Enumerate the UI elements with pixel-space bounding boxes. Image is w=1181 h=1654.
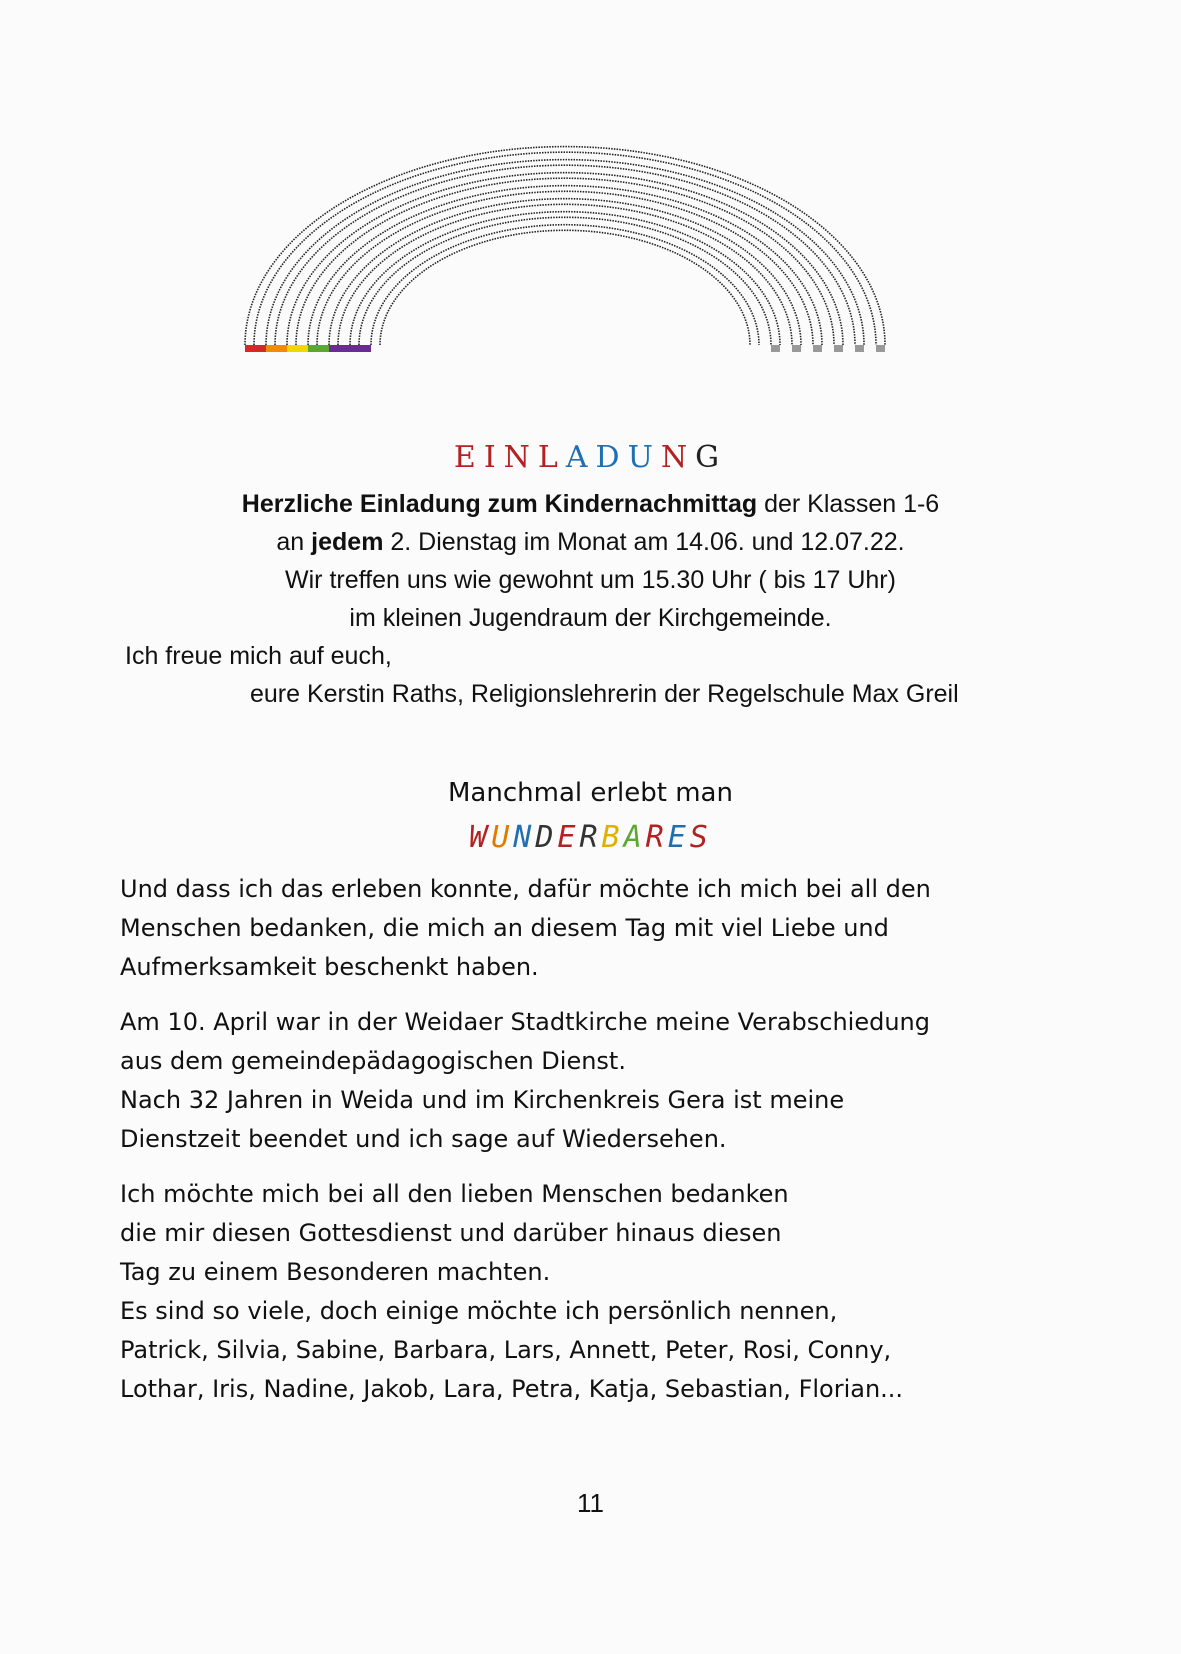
- invitation-classes: der Klassen 1-6: [757, 490, 940, 518]
- article-subheading: Manchmal erlebt man: [448, 778, 733, 808]
- body-line: Tag zu einem Besonderen machten.: [120, 1258, 551, 1286]
- rainbow-arc: [266, 160, 864, 345]
- rainbow-color-band: [308, 345, 329, 352]
- heading-letter: B: [601, 820, 624, 855]
- body-line: Menschen bedanken, die mich an diesem Tag mit viel Liebe und: [120, 914, 889, 942]
- rainbow-illustration: [240, 140, 890, 380]
- title-letter: A: [565, 440, 596, 475]
- rainbow-color-band: [329, 345, 350, 352]
- invitation-greeting: Ich freue mich auf euch,: [125, 642, 392, 670]
- invitation-location: im kleinen Jugendraum der Kirchgemeinde.: [349, 604, 832, 632]
- body-line: Aufmerksamkeit beschenkt haben.: [120, 953, 539, 981]
- body-paragraph: [120, 1003, 1080, 1159]
- article-heading-wunderbares: [0, 820, 1181, 855]
- rainbow-arc: [287, 173, 843, 345]
- rainbow-arc: [245, 147, 885, 345]
- body-line: Nach 32 Jahren in Weida und im Kirchenkreis Gera ist meine: [120, 1086, 845, 1114]
- invitation-block: [0, 485, 1181, 713]
- heading-letter: N: [513, 820, 536, 855]
- rainbow-arc: [329, 199, 801, 345]
- rainbow-arc: [317, 191, 813, 345]
- heading-letter: U: [491, 820, 514, 855]
- invitation-title: [0, 440, 1181, 475]
- invitation-dates: 2. Dienstag im Monat am 14.06. und 12.07.22.: [383, 528, 905, 556]
- title-letter: U: [627, 440, 661, 475]
- heading-letter: S: [689, 820, 712, 855]
- heading-letter: D: [535, 820, 558, 855]
- rainbow-arc: [338, 204, 792, 345]
- body-line: Und dass ich das erleben konnte, dafür möchte ich mich bei all den: [120, 875, 931, 903]
- heading-letter: W: [469, 820, 492, 855]
- title-letter: I: [483, 440, 504, 475]
- rainbow-grey-band: [792, 345, 801, 352]
- rainbow-color-band: [266, 345, 287, 352]
- body-paragraph: [120, 1175, 1080, 1409]
- rainbow-grey-band: [876, 345, 885, 352]
- rainbow-arc: [380, 230, 750, 345]
- rainbow-color-band: [350, 345, 371, 352]
- body-line: Ich möchte mich bei all den lieben Menschen bedanken: [120, 1180, 789, 1208]
- body-line: Am 10. April war in der Weidaer Stadtkirche meine Verabschiedung: [120, 1008, 930, 1036]
- body-line: aus dem gemeindepädagogischen Dienst.: [120, 1047, 626, 1075]
- invitation-headline: Herzliche Einladung zum Kindernachmittag: [241, 490, 758, 518]
- rainbow-arc: [371, 225, 759, 345]
- heading-letter: R: [645, 820, 668, 855]
- page-number: 11: [577, 1488, 604, 1518]
- invitation-line-2: [0, 523, 1181, 561]
- invitation-signature: eure Kerstin Raths, Religionslehrerin der Regelschule Max Greil: [250, 680, 959, 708]
- title-letter: L: [537, 440, 566, 475]
- invitation-line-1: [0, 485, 1181, 523]
- body-line: die mir diesen Gottesdienst und darüber hinaus diesen: [120, 1219, 782, 1247]
- rainbow-color-band: [245, 345, 266, 352]
- heading-letter: R: [579, 820, 602, 855]
- body-line: Lothar, Iris, Nadine, Jakob, Lara, Petra, Katja, Sebastian, Florian...: [120, 1375, 904, 1403]
- title-letter: N: [660, 440, 696, 475]
- rainbow-grey-band: [834, 345, 843, 352]
- rainbow-grey-band: [855, 345, 864, 352]
- invitation-time: Wir treffen uns wie gewohnt um 15.30 Uhr ( bis 17 Uhr): [285, 566, 896, 594]
- body-paragraph: [120, 870, 1080, 987]
- article-body: [120, 870, 1080, 1425]
- heading-letter: E: [667, 820, 690, 855]
- rainbow-arc: [296, 178, 834, 345]
- rainbow-grey-band: [813, 345, 822, 352]
- rainbow-grey-band: [771, 345, 780, 352]
- title-letter: E: [453, 440, 484, 475]
- heading-letter: A: [623, 820, 646, 855]
- body-line: Dienstzeit beendet und ich sage auf Wiedersehen.: [120, 1125, 727, 1153]
- rainbow-arc: [254, 152, 876, 345]
- invitation-emphasis: jedem: [311, 528, 384, 556]
- body-line: Patrick, Silvia, Sabine, Barbara, Lars, Annett, Peter, Rosi, Conny,: [120, 1336, 892, 1364]
- body-line: Es sind so viele, doch einige möchte ich persönlich nennen,: [120, 1297, 838, 1325]
- title-letter: D: [595, 440, 628, 475]
- invitation-line-2-pre: an: [276, 528, 312, 556]
- title-letter: N: [503, 440, 538, 475]
- rainbow-color-band: [287, 345, 308, 352]
- heading-letter: E: [557, 820, 580, 855]
- title-letter: G: [695, 440, 728, 475]
- rainbow-arc: [308, 186, 822, 345]
